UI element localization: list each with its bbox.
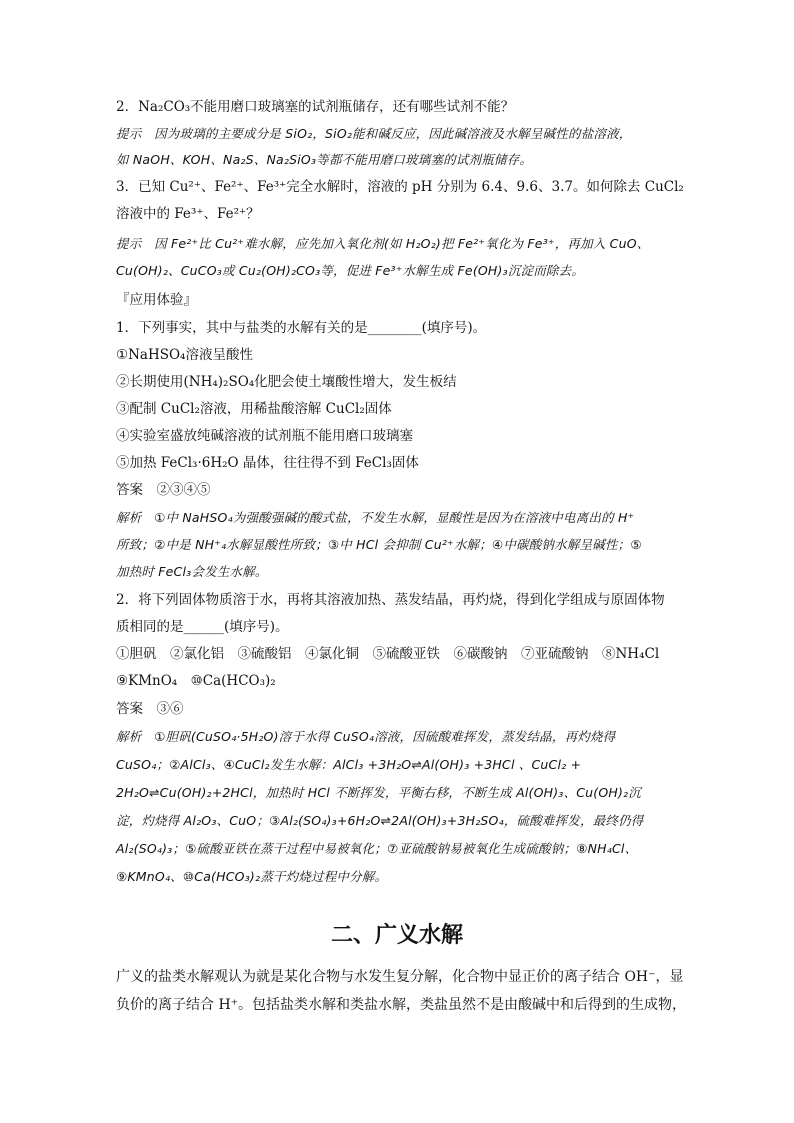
explanation-line: Al₂(SO₄)₃；⑤硫酸亚铁在蒸干过程中易被氧化；⑦亚硫酸钠易被氧化生成硫酸钠；⑧NH₄Cl、 <box>116 841 638 856</box>
text-line: 『应用体验』 <box>116 292 197 308</box>
explanation-line: 提示 因为玻璃的主要成分是 SiO₂，SiO₂能和碱反应，因此碱溶液及水解呈碱性的盐溶液， <box>116 126 632 141</box>
explanation-line: 解析 ①中 NaHSO₄为强酸强碱的酸式盐，不发生水解，显酸性是因为在溶液中电离出的 H⁺ <box>116 510 635 525</box>
text-line: ①NaHSO₄溶液呈酸性 <box>116 347 253 363</box>
explanation-line: 所致；②中是 NH⁺₄水解显酸性所致；③中 HCl 会抑制 Cu²⁺水解；④中碳酸钠水解呈碱性；⑤ <box>116 537 642 552</box>
text-line: ⑤加热 FeCl₃·6H₂O 晶体，往往得不到 FeCl₃固体 <box>116 455 419 471</box>
section-heading: 二、广义水解 <box>330 923 463 948</box>
explanation-line: 2H₂O⇌Cu(OH)₂+2HCl，加热时 HCl 不断挥发，平衡右移，不断生成 Al(OH)₃、Cu(OH)₂沉 <box>116 785 641 800</box>
explanation-line: 解析 ①胆矾(CuSO₄·5H₂O)溶于水得 CuSO₄溶液，因硫酸难挥发，蒸发结晶，再灼烧得 <box>116 729 616 744</box>
explanation-line: 如 NaOH、KOH、Na₂S、Na₂SiO₃等都不能用磨口玻璃塞的试剂瓶储存。 <box>116 152 533 167</box>
text-line: 2．Na₂CO₃不能用磨口玻璃塞的试剂瓶储存，还有哪些试剂不能？ <box>116 99 515 115</box>
text-line: 答案 ②③④⑤ <box>116 482 211 498</box>
text-line: 1．下列事实，其中与盐类的水解有关的是________(填序号)。 <box>116 320 487 336</box>
text-line: 3．已知 Cu²⁺、Fe²⁺、Fe³⁺完全水解时，溶液的 pH 分别为 6.4、9.6、3.7。如何除去 CuCl₂ <box>116 179 684 195</box>
text-line: 溶液中的 Fe³⁺、Fe²⁺？ <box>116 206 260 222</box>
explanation-line: Cu(OH)₂、CuCO₃或 Cu₂(OH)₂CO₃等，促进 Fe³⁺水解生成 Fe(OH)₃沉淀而除去。 <box>116 263 585 278</box>
text-line: ②长期使用(NH₄)₂SO₄化肥会使土壤酸性增大，发生板结 <box>116 374 457 390</box>
explanation-line: ⑨KMnO₄、⑩Ca(HCO₃)₂蒸干灼烧过程中分解。 <box>116 869 388 884</box>
text-line: 2．将下列固体物质溶于水，再将其溶液加热、蒸发结晶，再灼烧，得到化学组成与原固体物 <box>116 592 665 608</box>
explanation-line: CuSO₄；②AlCl₃、④CuCl₂发生水解：AlCl₃ +3H₂O⇌Al(OH)₃ +3HCl 、CuCl₂ + <box>116 757 582 772</box>
text-line: ①胆矾 ②氯化铝 ③硫酸铝 ④氯化铜 ⑤硫酸亚铁 ⑥碳酸钠 ⑦亚硫酸钠 ⑧NH₄Cl <box>116 646 660 662</box>
explanation-line: 淀，灼烧得 Al₂O₃、CuO；③Al₂(SO₄)₃+6H₂O⇌2Al(OH)₃+3H₂SO₄，硫酸难挥发，最终仍得 <box>116 813 644 828</box>
text-line: ⑨KMnO₄ ⑩Ca(HCO₃)₂ <box>116 673 276 689</box>
text-line: ③配制 CuCl₂溶液，用稀盐酸溶解 CuCl₂固体 <box>116 401 392 417</box>
explanation-line: 提示 因 Fe²⁺比 Cu²⁺难水解，应先加入氧化剂(如 H₂O₂)把 Fe²⁺氧化为 Fe³⁺，再加入 CuO、 <box>116 236 650 251</box>
explanation-line: 加热时 FeCl₃会发生水解。 <box>116 564 268 579</box>
text-line: 质相同的是______(填序号)。 <box>116 619 289 635</box>
intro-line: 广义的盐类水解观认为就是某化合物与水发生复分解，化合物中显正价的离子结合 OH⁻，显 <box>116 969 684 985</box>
intro-line: 负价的离子结合 H⁺。包括盐类水解和类盐水解，类盐虽然不是由酸碱中和后得到的生成物， <box>116 997 687 1013</box>
text-line: ④实验室盛放纯碱溶液的试剂瓶不能用磨口玻璃塞 <box>116 428 413 444</box>
text-line: 答案 ③⑥ <box>116 701 184 717</box>
